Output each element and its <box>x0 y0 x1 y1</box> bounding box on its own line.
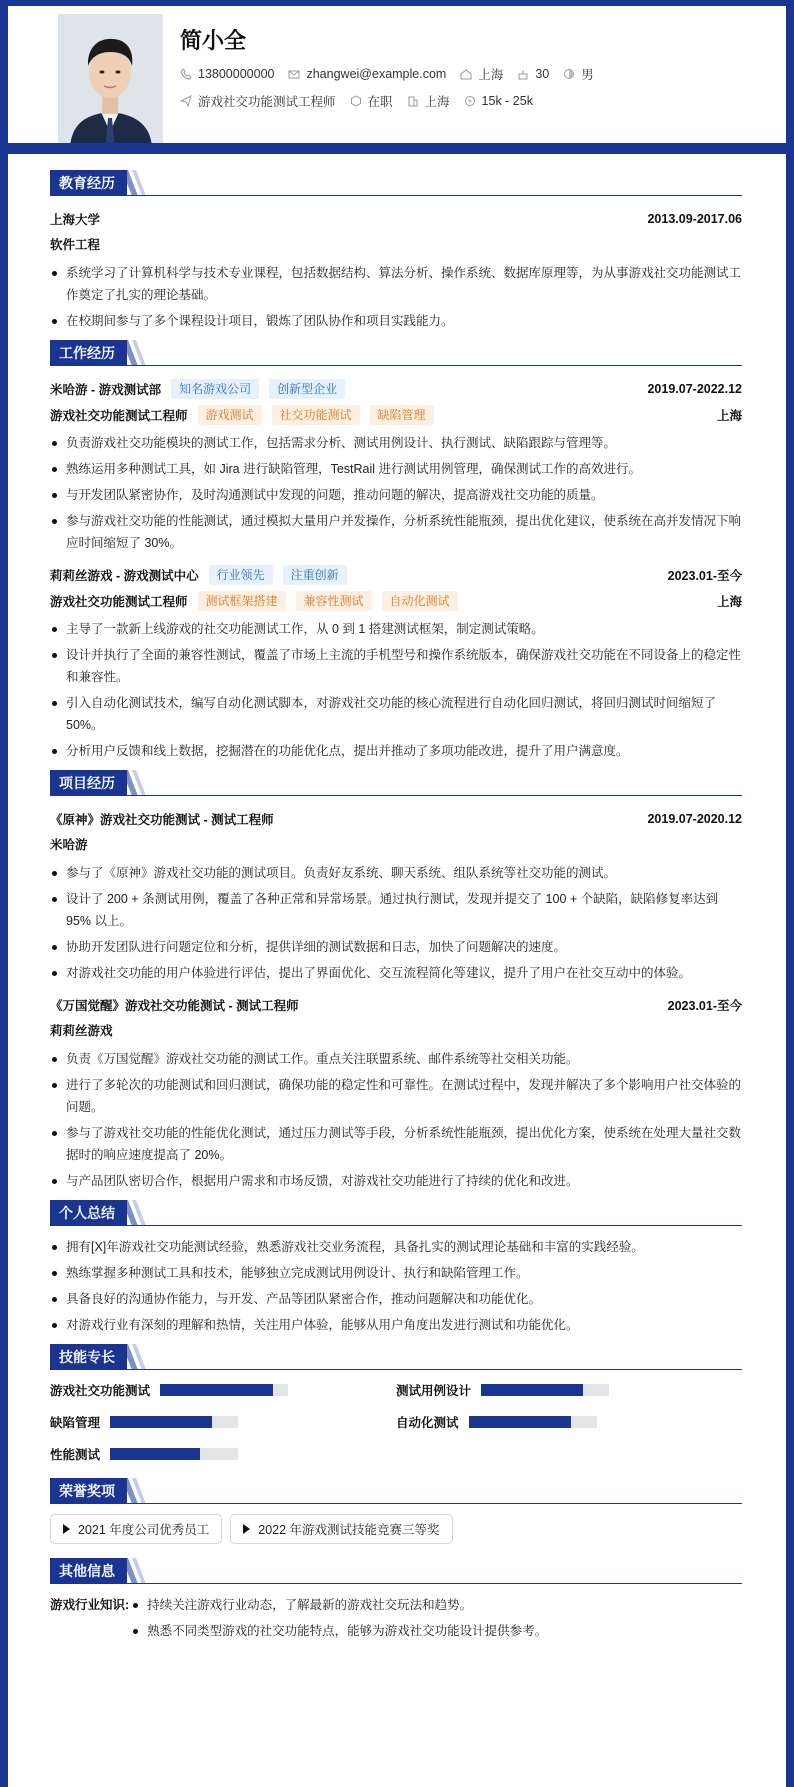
education-period: 2013.09-2017.06 <box>647 212 742 226</box>
skill-level-fill <box>110 1416 212 1428</box>
mail-icon <box>288 68 300 80</box>
awards-section <box>50 1478 742 1544</box>
title-tail-decoration <box>122 1478 150 1504</box>
list-item: 主导了一款新上线游戏的社交功能测试工作，从 0 到 1 搭建测试框架，制定测试策略。 <box>50 618 742 640</box>
home-icon <box>460 68 472 80</box>
section-header <box>50 1558 742 1584</box>
job-role: 游戏社交功能测试工程师 <box>50 409 188 423</box>
section-title: 其他信息 <box>50 1558 127 1584</box>
list-item: 参与游戏社交功能的性能测试，通过模拟大量用户并发操作，分析系统性能瓶颈，提出优化建议，使系统在高并发情况下响应时间缩短了 30%。 <box>50 510 742 554</box>
skill-item <box>50 1380 396 1400</box>
list-item: 具备良好的沟通协作能力，与开发、产品等团队紧密合作，推动问题解决和功能优化。 <box>50 1288 742 1310</box>
job-bullets <box>50 432 742 554</box>
skill-tag: 社交功能测试 <box>272 405 360 425</box>
profile-photo <box>58 14 163 147</box>
send-icon <box>180 95 192 107</box>
award-badge <box>50 1514 222 1544</box>
list-item: 参与了游戏社交功能的性能优化测试，通过压力测试等手段，分析系统性能瓶颈，提出优化方案，使系统在处理大量社交数据时的响应速度提高了 20%。 <box>50 1122 742 1166</box>
skill-tag: 测试框架搭建 <box>198 591 286 611</box>
section-title: 技能专长 <box>50 1344 127 1370</box>
portrait-image <box>58 14 163 147</box>
project-company: 莉莉丝游戏 <box>50 1024 113 1038</box>
other-info-row <box>50 1594 742 1646</box>
list-item: 系统学习了计算机科学与技术专业课程，包括数据结构、算法分析、操作系统、数据库原理等，为从事游戏社交功能测试工作奠定了扎实的理论基础。 <box>50 262 742 306</box>
section-title: 个人总结 <box>50 1200 127 1226</box>
other-section <box>50 1558 742 1646</box>
list-item: 分析用户反馈和线上数据，挖掘潜在的功能优化点，提出并推动了多项功能改进，提升了用户满意度。 <box>50 740 742 762</box>
list-item: 引入自动化测试技术，编写自动化测试脚本，对游戏社交功能的核心流程进行自动化回归测试，将回归测试时间缩短了 50%。 <box>50 692 742 736</box>
project-header-row <box>50 992 742 1018</box>
status-icon <box>350 95 362 107</box>
award-text: 2021 年度公司优秀员工 <box>78 1523 210 1537</box>
list-item: 在校期间参与了多个课程设计项目，锻炼了团队协作和项目实践能力。 <box>50 310 742 332</box>
section-header <box>50 1344 742 1370</box>
job-period: 2019.07-2022.12 <box>647 382 742 396</box>
project-header-row <box>50 806 742 832</box>
project-name: 《原神》游戏社交功能测试 - 测试工程师 <box>50 813 274 827</box>
header-band <box>0 143 794 154</box>
school-name: 上海大学 <box>50 213 101 227</box>
resume-body <box>50 170 742 1652</box>
skill-tag: 自动化测试 <box>382 591 458 611</box>
list-item: 对游戏社交功能的用户体验进行评估，提出了界面优化、交互流程简化等建议，提升了用户在社交互动中的体验。 <box>50 962 742 984</box>
position-item <box>180 92 336 110</box>
play-triangle-icon <box>243 1524 250 1534</box>
skill-level-bar <box>481 1384 609 1396</box>
skills-section <box>50 1344 742 1464</box>
company-tag: 注重创新 <box>283 565 347 585</box>
job-role-row <box>50 588 742 614</box>
list-item: 与产品团队密切合作，根据用户需求和市场反馈，对游戏社交功能进行了持续的优化和改进。 <box>50 1170 742 1192</box>
play-triangle-icon <box>63 1524 70 1534</box>
project-bullets <box>50 862 742 984</box>
project-period: 2019.07-2020.12 <box>647 812 742 826</box>
other-info-label: 游戏行业知识: <box>50 1598 130 1612</box>
location-text: 上海 <box>478 68 504 82</box>
company-tag: 知名游戏公司 <box>171 379 259 399</box>
skill-item <box>396 1412 742 1432</box>
building-icon <box>407 95 419 107</box>
section-header <box>50 340 742 366</box>
awards-list <box>50 1514 742 1544</box>
section-header <box>50 170 742 196</box>
company-name: 莉莉丝游戏 - 游戏测试中心 <box>50 569 199 583</box>
salary-item <box>464 94 533 108</box>
company-tag: 行业领先 <box>209 565 273 585</box>
candidate-name: 简小全 <box>180 28 247 53</box>
skill-name: 自动化测试 <box>396 1416 459 1430</box>
project-name: 《万国觉醒》游戏社交功能测试 - 测试工程师 <box>50 999 299 1013</box>
skill-name: 游戏社交功能测试 <box>50 1384 151 1398</box>
section-title: 教育经历 <box>50 170 127 196</box>
section-title: 荣誉奖项 <box>50 1478 127 1504</box>
list-item: 持续关注游戏行业动态，了解最新的游戏社交玩法和趋势。 <box>131 1594 547 1616</box>
work-section <box>50 340 742 762</box>
resume-header <box>8 6 786 149</box>
list-item: 熟练掌握多种测试工具和技术，能够独立完成测试用例设计、执行和缺陷管理工作。 <box>50 1262 742 1284</box>
list-item: 与开发团队紧密协作，及时沟通测试中发现的问题，推动问题的解决，提高游戏社交功能的质量。 <box>50 484 742 506</box>
list-item: 熟练运用多种测试工具，如 Jira 进行缺陷管理，TestRail 进行测试用例管理，确保测试工作的高效进行。 <box>50 458 742 480</box>
education-row <box>50 206 742 232</box>
skill-tag: 缺陷管理 <box>370 405 434 425</box>
phone-item <box>180 67 274 81</box>
gender-icon <box>563 68 575 80</box>
target-city-text: 上海 <box>424 95 450 109</box>
position-text: 游戏社交功能测试工程师 <box>198 95 336 109</box>
job-city: 上海 <box>716 409 742 423</box>
salary-text: 15k - 25k <box>481 94 533 108</box>
title-tail-decoration <box>122 770 150 796</box>
gender-item <box>563 65 594 83</box>
section-title: 项目经历 <box>50 770 127 796</box>
skill-level-bar <box>160 1384 288 1396</box>
major: 软件工程 <box>50 238 101 252</box>
job-header-row <box>50 376 742 402</box>
skill-level-fill <box>160 1384 273 1396</box>
gender-text: 男 <box>581 68 594 82</box>
skill-level-bar <box>110 1448 238 1460</box>
list-item: 进行了多轮次的功能测试和回归测试，确保功能的稳定性和可靠性。在测试过程中，发现并解决了多个影响用户社交体验的问题。 <box>50 1074 742 1118</box>
title-tail-decoration <box>122 1200 150 1226</box>
skill-item <box>396 1380 742 1400</box>
award-text: 2022 年游戏测试技能竞赛三等奖 <box>258 1523 440 1537</box>
title-tail-decoration <box>122 1558 150 1584</box>
section-title: 工作经历 <box>50 340 127 366</box>
target-city-item <box>407 92 450 110</box>
other-info-bullets <box>131 1594 547 1646</box>
section-header <box>50 1200 742 1226</box>
skill-item <box>50 1444 396 1464</box>
company-name: 米哈游 - 游戏测试部 <box>50 383 162 397</box>
status-text: 在职 <box>367 95 393 109</box>
list-item: 协助开发团队进行问题定位和分析，提供详细的测试数据和日志，加快了问题解决的速度。 <box>50 936 742 958</box>
project-company: 米哈游 <box>50 838 88 852</box>
email-text: zhangwei@example.com <box>306 67 447 81</box>
award-badge <box>230 1514 452 1544</box>
list-item: 参与了《原神》游戏社交功能的测试项目。负责好友系统、聊天系统、组队系统等社交功能的测试。 <box>50 862 742 884</box>
list-item: 对游戏行业有深刻的理解和热情，关注用户体验，能够从用户角度出发进行测试和功能优化。 <box>50 1314 742 1336</box>
section-header <box>50 770 742 796</box>
age-text: 30 <box>535 67 550 81</box>
job-bullets <box>50 618 742 762</box>
job-header-row <box>50 562 742 588</box>
email-item <box>288 67 446 81</box>
job-role-row <box>50 402 742 428</box>
title-tail-decoration <box>122 1344 150 1370</box>
skill-name: 缺陷管理 <box>50 1416 101 1430</box>
skill-level-bar <box>110 1416 238 1428</box>
skill-name: 测试用例设计 <box>396 1384 472 1398</box>
job-intent-row <box>180 92 547 110</box>
skill-level-fill <box>481 1384 583 1396</box>
list-item: 拥有[X]年游戏社交功能测试经验，熟悉游戏社交业务流程，具备扎实的测试理论基础和丰富的实践经验。 <box>50 1236 742 1258</box>
project-period: 2023.01-至今 <box>667 999 742 1013</box>
list-item: 负责《万国觉醒》游戏社交功能的测试工作。重点关注联盟系统、邮件系统等社交相关功能。 <box>50 1048 742 1070</box>
skill-name: 性能测试 <box>50 1448 101 1462</box>
section-header <box>50 1478 742 1504</box>
list-item: 设计了 200 + 条测试用例，覆盖了各种正常和异常场景。通过执行测试，发现并提交了 100 + 个缺陷，缺陷修复率达到 95% 以上。 <box>50 888 742 932</box>
job-period: 2023.01-至今 <box>667 569 742 583</box>
job-city: 上海 <box>716 595 742 609</box>
list-item: 熟悉不同类型游戏的社交功能特点，能够为游戏社交功能设计提供参考。 <box>131 1620 547 1642</box>
skill-tag: 兼容性测试 <box>296 591 372 611</box>
skills-grid <box>50 1380 742 1464</box>
skill-level-fill <box>110 1448 200 1460</box>
education-bullets <box>50 262 742 332</box>
summary-bullets <box>50 1236 742 1336</box>
phone-text: 13800000000 <box>198 67 275 81</box>
skill-item <box>50 1412 396 1432</box>
location-item <box>460 65 503 83</box>
company-tag: 创新型企业 <box>269 379 345 399</box>
skill-level-bar <box>469 1416 597 1428</box>
cake-icon <box>517 68 529 80</box>
job-role: 游戏社交功能测试工程师 <box>50 595 188 609</box>
phone-icon <box>180 68 192 80</box>
project-bullets <box>50 1048 742 1192</box>
projects-section <box>50 770 742 1192</box>
age-item <box>517 67 549 81</box>
skill-level-fill <box>469 1416 571 1428</box>
list-item: 负责游戏社交功能模块的测试工作，包括需求分析、测试用例设计、执行测试、缺陷跟踪与管理等。 <box>50 432 742 454</box>
list-item: 设计并执行了全面的兼容性测试，覆盖了市场上主流的手机型号和操作系统版本，确保游戏社交功能在不同设备上的稳定性和兼容性。 <box>50 644 742 688</box>
skill-tag: 游戏测试 <box>198 405 262 425</box>
money-icon <box>464 95 476 107</box>
contact-row <box>180 65 608 83</box>
status-item <box>350 92 393 110</box>
summary-section <box>50 1200 742 1336</box>
education-section <box>50 170 742 332</box>
title-tail-decoration <box>122 170 150 196</box>
title-tail-decoration <box>122 340 150 366</box>
